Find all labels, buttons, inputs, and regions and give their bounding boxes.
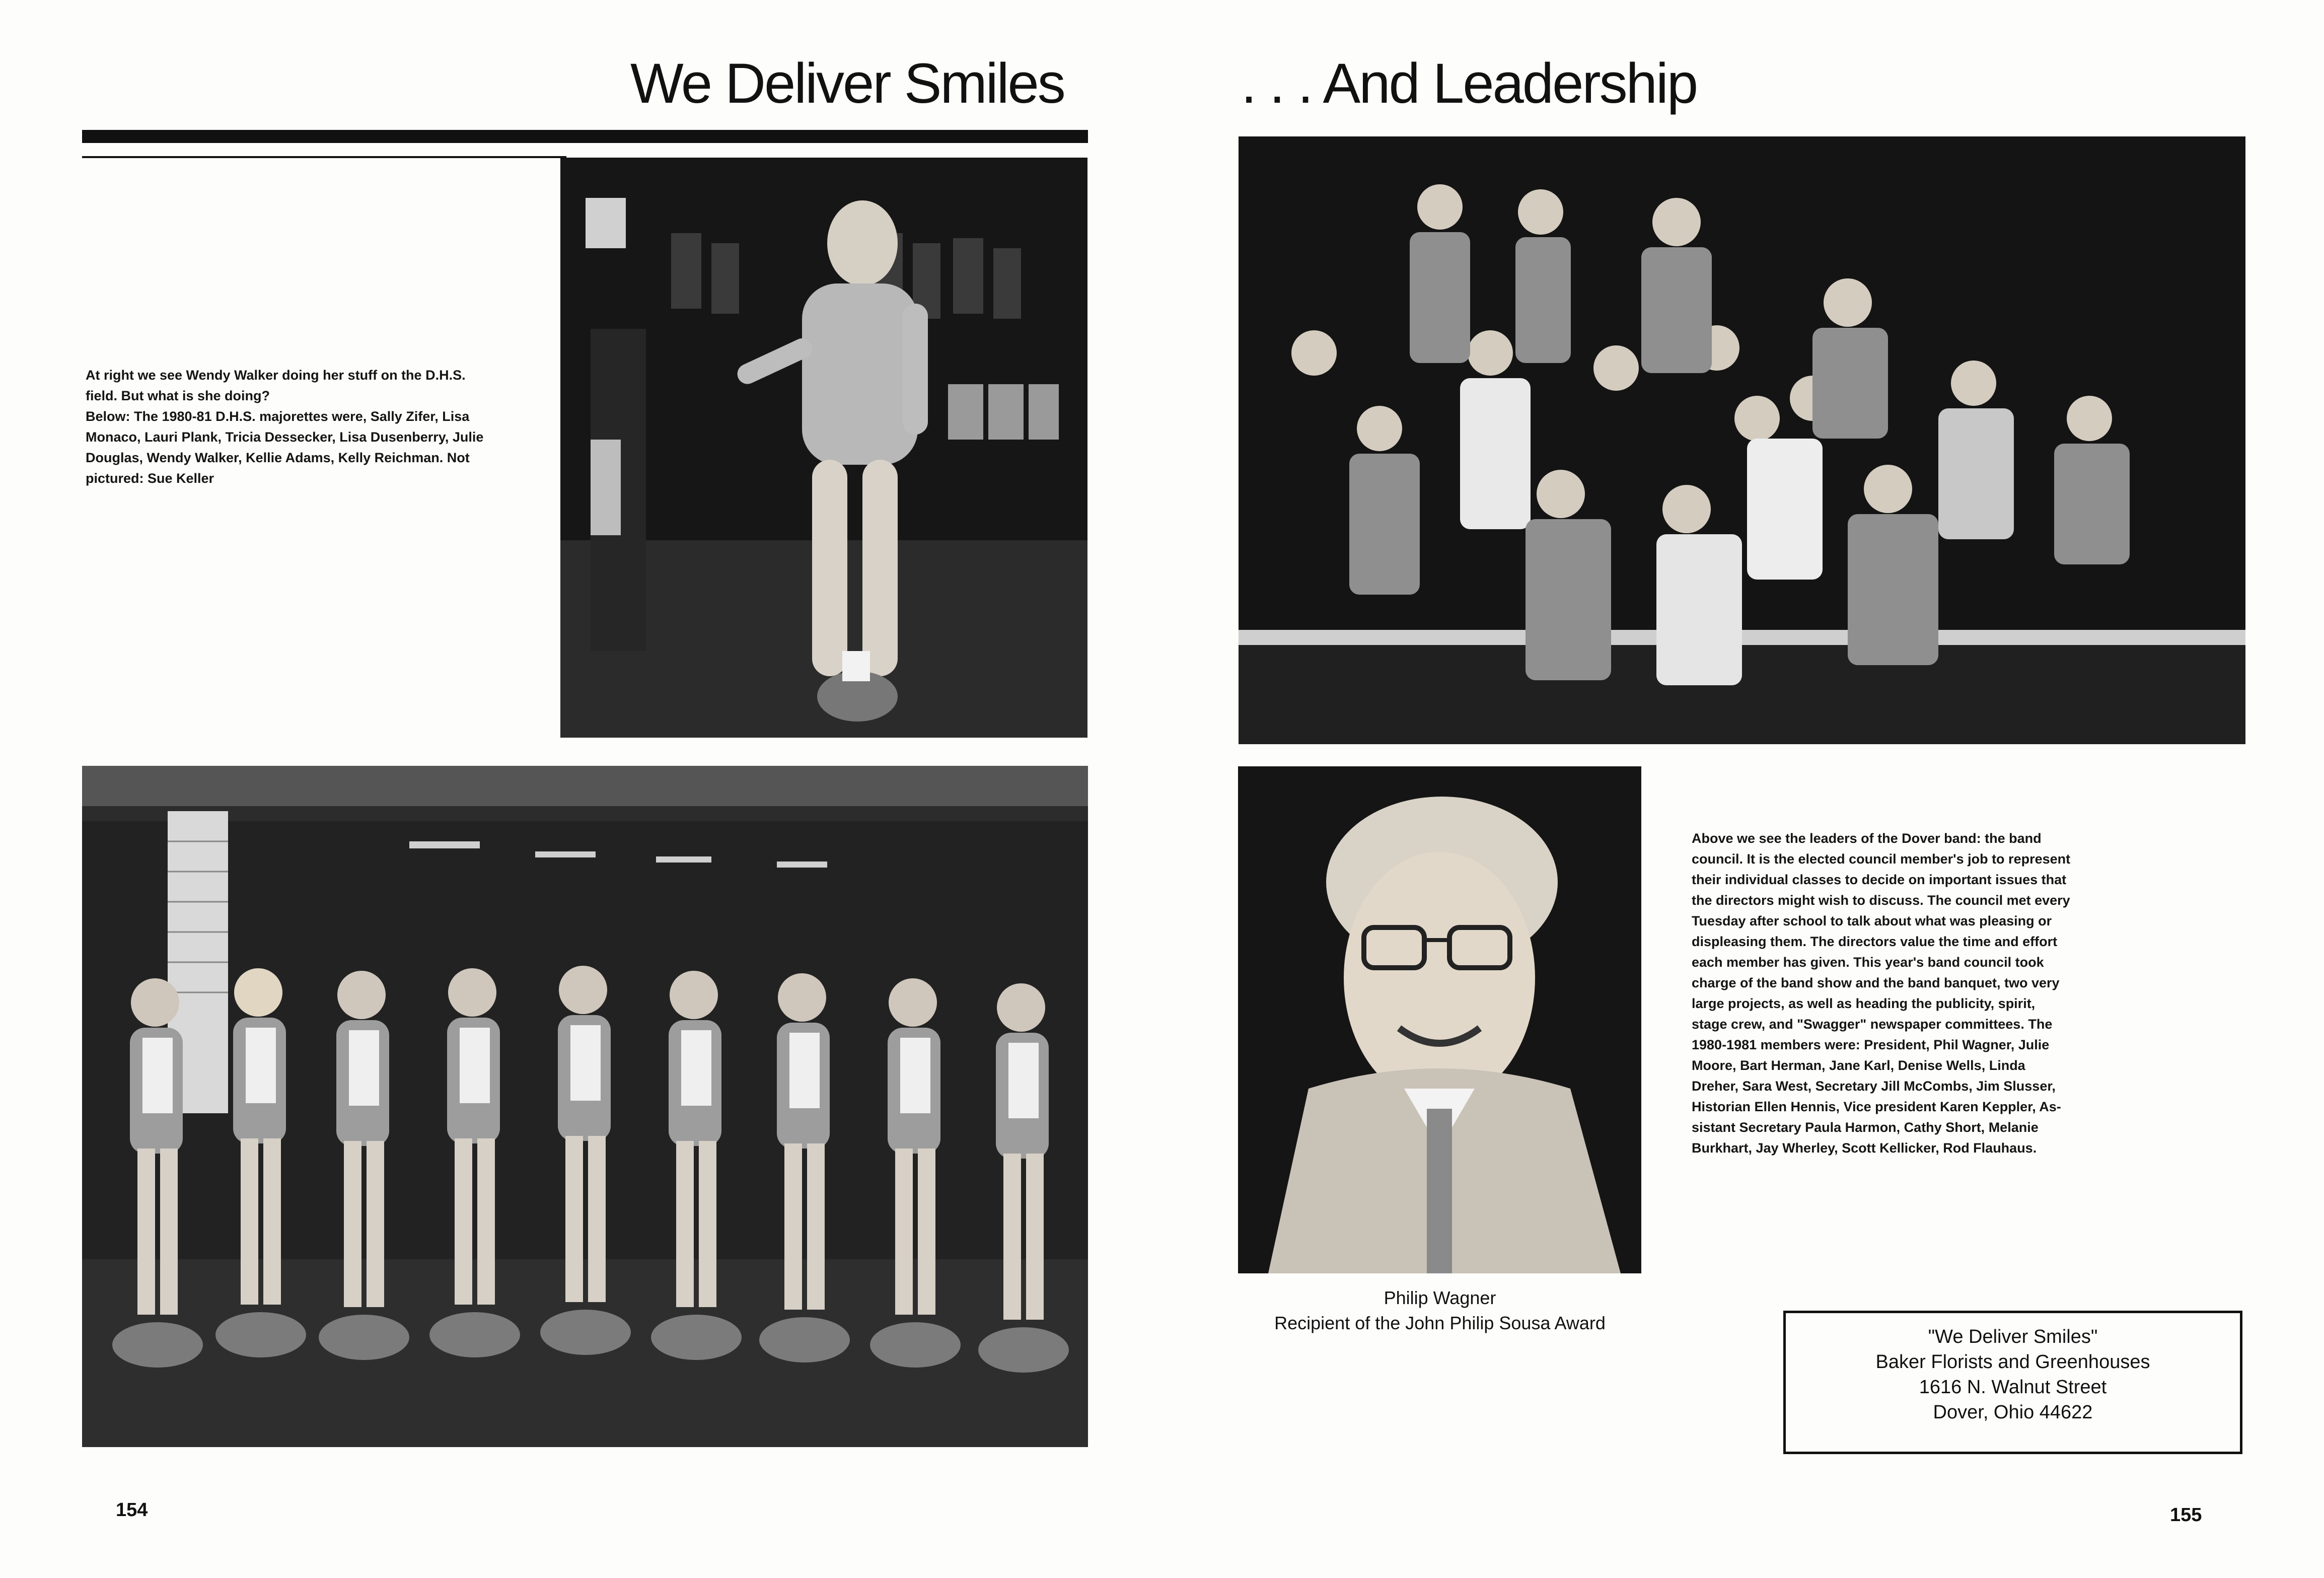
- band-council-illustration: [1239, 136, 2245, 744]
- ad-business-name: Baker Florists and Greenhouses: [1875, 1351, 2150, 1373]
- left-caption-line: Douglas, Wendy Walker, Kellie Adams, Kelly Reichman. Not: [86, 450, 470, 465]
- left-page-number: 154: [116, 1499, 148, 1521]
- majorettes-group-photo: [82, 766, 1088, 1447]
- right-caption-line: Burkhart, Jay Wherley, Scott Kellicker, Rod Flauhaus.: [1692, 1140, 2037, 1156]
- right-caption-line: each member has given. This year's band council took: [1692, 955, 2044, 970]
- left-page-heading: We Deliver Smiles: [630, 52, 1064, 115]
- right-caption-line: sistant Secretary Paula Harmon, Cathy Short, Melanie: [1692, 1120, 2039, 1135]
- right-caption-line: displeasing them. The directors value the time and effort: [1692, 934, 2058, 949]
- left-caption-line: Below: The 1980-81 D.H.S. majorettes were, Sally Zifer, Lisa: [86, 409, 470, 424]
- ad-slogan: "We Deliver Smiles": [1928, 1326, 2098, 1347]
- left-caption-line: field. But what is she doing?: [86, 388, 270, 403]
- right-caption-line: large projects, as well as heading the publicity, spirit,: [1692, 996, 2036, 1011]
- right-page-heading: . . . And Leadership: [1241, 52, 1697, 115]
- portrait-illustration: [1238, 766, 1641, 1273]
- majorette-field-illustration: [560, 158, 1087, 738]
- ad-city: Dover, Ohio 44622: [1933, 1402, 2093, 1423]
- right-caption-line: Dreher, Sara West, Secretary Jill McCombs, Jim Slusser,: [1692, 1079, 2056, 1094]
- right-page-number: 155: [2170, 1504, 2202, 1526]
- ad-street: 1616 N. Walnut Street: [1919, 1377, 2107, 1398]
- left-caption-line: Monaco, Lauri Plank, Tricia Dessecker, Lisa Dusenberry, Julie: [86, 429, 484, 445]
- right-caption-line: Moore, Bart Herman, Jane Karl, Denise Wells, Linda: [1692, 1058, 2025, 1073]
- right-caption-line: Tuesday after school to talk about what was pleasing or: [1692, 913, 2052, 928]
- right-caption-line: stage crew, and "Swagger" newspaper committees. The: [1692, 1017, 2053, 1032]
- band-council-photo: [1239, 136, 2245, 744]
- left-heading-rule: [82, 130, 1088, 143]
- right-caption: [1692, 828, 2145, 1159]
- majorettes-group-illustration: [82, 766, 1088, 1447]
- philip-wagner-portrait: [1238, 766, 1641, 1273]
- right-caption-line: 1980-1981 members were: President, Phil Wagner, Julie: [1692, 1037, 2050, 1052]
- advertisement-box: [1783, 1311, 2242, 1454]
- majorette-field-photo: [560, 158, 1087, 738]
- left-thin-rule: [82, 156, 566, 158]
- right-caption-line: their individual classes to decide on important issues that: [1692, 872, 2067, 887]
- right-caption-line: Above we see the leaders of the Dover band: the band: [1692, 831, 2042, 846]
- right-caption-line: council. It is the elected council member's job to represent: [1692, 851, 2071, 867]
- left-caption-line: pictured: Sue Keller: [86, 471, 214, 486]
- portrait-name: Philip Wagner: [1384, 1287, 1496, 1308]
- left-caption: [86, 365, 549, 489]
- right-caption-line: Historian Ellen Hennis, Vice president Karen Keppler, As-: [1692, 1099, 2061, 1114]
- portrait-award: Recipient of the John Philip Sousa Award: [1274, 1313, 1606, 1333]
- right-caption-line: charge of the band show and the band banquet, two very: [1692, 975, 2060, 990]
- right-caption-line: the directors might wish to discuss. The council met every: [1692, 893, 2070, 908]
- portrait-caption: [1228, 1285, 1651, 1336]
- left-caption-line: At right we see Wendy Walker doing her stuff on the D.H.S.: [86, 368, 466, 383]
